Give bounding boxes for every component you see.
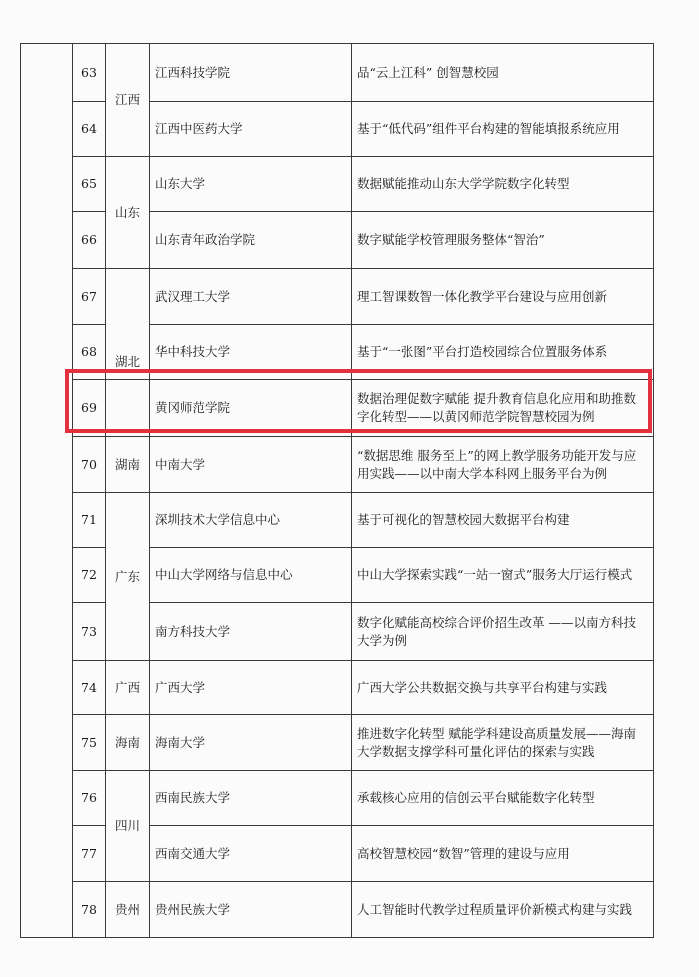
table-row	[21, 661, 654, 715]
row-number: 73	[73, 603, 106, 661]
row-number: 74	[73, 661, 106, 715]
school-name: 南方科技大学	[150, 603, 352, 661]
case-title: 数据赋能推动山东大学学院数字化转型	[352, 157, 654, 212]
table-row	[21, 882, 654, 938]
school-name: 中南大学	[150, 437, 352, 493]
case-title: 数字化赋能高校综合评价招生改革 ——以南方科技大学为例	[352, 603, 654, 661]
case-title: 中山大学探索实践“一站一窗式”服务大厅运行模式	[352, 548, 654, 603]
row-number: 75	[73, 715, 106, 771]
school-name: 山东青年政治学院	[150, 212, 352, 269]
table-row	[21, 715, 654, 771]
school-name: 西南民族大学	[150, 771, 352, 826]
row-number: 67	[73, 269, 106, 325]
row-number: 71	[73, 493, 106, 548]
case-title: 基于“一张图”平台打造校园综合位置服务体系	[352, 325, 654, 380]
case-title: 基于可视化的智慧校园大数据平台构建	[352, 493, 654, 548]
case-title: 数据治理促数字赋能 提升教育信息化应用和助推数字化转型——以黄冈师范学院智慧校园为例	[352, 380, 654, 437]
school-name: 江西科技学院	[150, 44, 352, 102]
case-title: 推进数字化转型 赋能学科建设高质量发展——海南大学数据支撑学科可量化评估的探索与实践	[352, 715, 654, 771]
school-name: 江西中医药大学	[150, 102, 352, 157]
table-row	[21, 380, 654, 437]
province-cell: 海南	[106, 715, 150, 771]
province-cell: 山东	[106, 157, 150, 269]
row-number: 77	[73, 826, 106, 882]
province-cell: 四川	[106, 771, 150, 882]
row-number: 78	[73, 882, 106, 938]
table-row	[21, 44, 654, 102]
school-name: 西南交通大学	[150, 826, 352, 882]
row-number: 72	[73, 548, 106, 603]
province-cell: 湖北	[106, 269, 150, 380]
row-number: 63	[73, 44, 106, 102]
school-name: 华中科技大学	[150, 325, 352, 380]
table-row	[21, 771, 654, 826]
table-body	[21, 44, 654, 938]
school-name: 中山大学网络与信息中心	[150, 548, 352, 603]
case-title: 广西大学公共数据交换与共享平台构建与实践	[352, 661, 654, 715]
case-title: “数据思维 服务至上”的网上教学服务功能开发与应用实践——以中南大学本科网上服务平台为例	[352, 437, 654, 493]
school-name: 贵州民族大学	[150, 882, 352, 938]
row-number: 76	[73, 771, 106, 826]
school-name: 山东大学	[150, 157, 352, 212]
case-title: 人工智能时代教学过程质量评价新模式构建与实践	[352, 882, 654, 938]
case-list-table	[20, 43, 654, 938]
table-row	[21, 157, 654, 212]
province-cell: 广东	[106, 493, 150, 661]
table-row	[21, 269, 654, 325]
case-title: 品“云上江科” 创智慧校园	[352, 44, 654, 102]
province-cell: 湖南	[106, 437, 150, 493]
school-name: 黄冈师范学院	[150, 380, 352, 437]
province-cell-empty	[106, 380, 150, 437]
table-row	[21, 437, 654, 493]
table-row	[21, 493, 654, 548]
case-title: 基于“低代码”组件平台构建的智能填报系统应用	[352, 102, 654, 157]
row-number: 68	[73, 325, 106, 380]
school-name: 广西大学	[150, 661, 352, 715]
row-number: 69	[73, 380, 106, 437]
school-name: 深圳技术大学信息中心	[150, 493, 352, 548]
province-cell: 江西	[106, 44, 150, 157]
school-name: 武汉理工大学	[150, 269, 352, 325]
case-title: 理工智课数智一体化教学平台建设与应用创新	[352, 269, 654, 325]
row-number: 66	[73, 212, 106, 269]
case-title: 数字赋能学校管理服务整体“智治”	[352, 212, 654, 269]
row-number: 65	[73, 157, 106, 212]
school-name: 海南大学	[150, 715, 352, 771]
case-title: 承载核心应用的信创云平台赋能数字化转型	[352, 771, 654, 826]
blank-left-column	[21, 44, 73, 938]
row-number: 64	[73, 102, 106, 157]
case-title: 高校智慧校园“数智”管理的建设与应用	[352, 826, 654, 882]
province-cell: 贵州	[106, 882, 150, 938]
row-number: 70	[73, 437, 106, 493]
province-cell: 广西	[106, 661, 150, 715]
